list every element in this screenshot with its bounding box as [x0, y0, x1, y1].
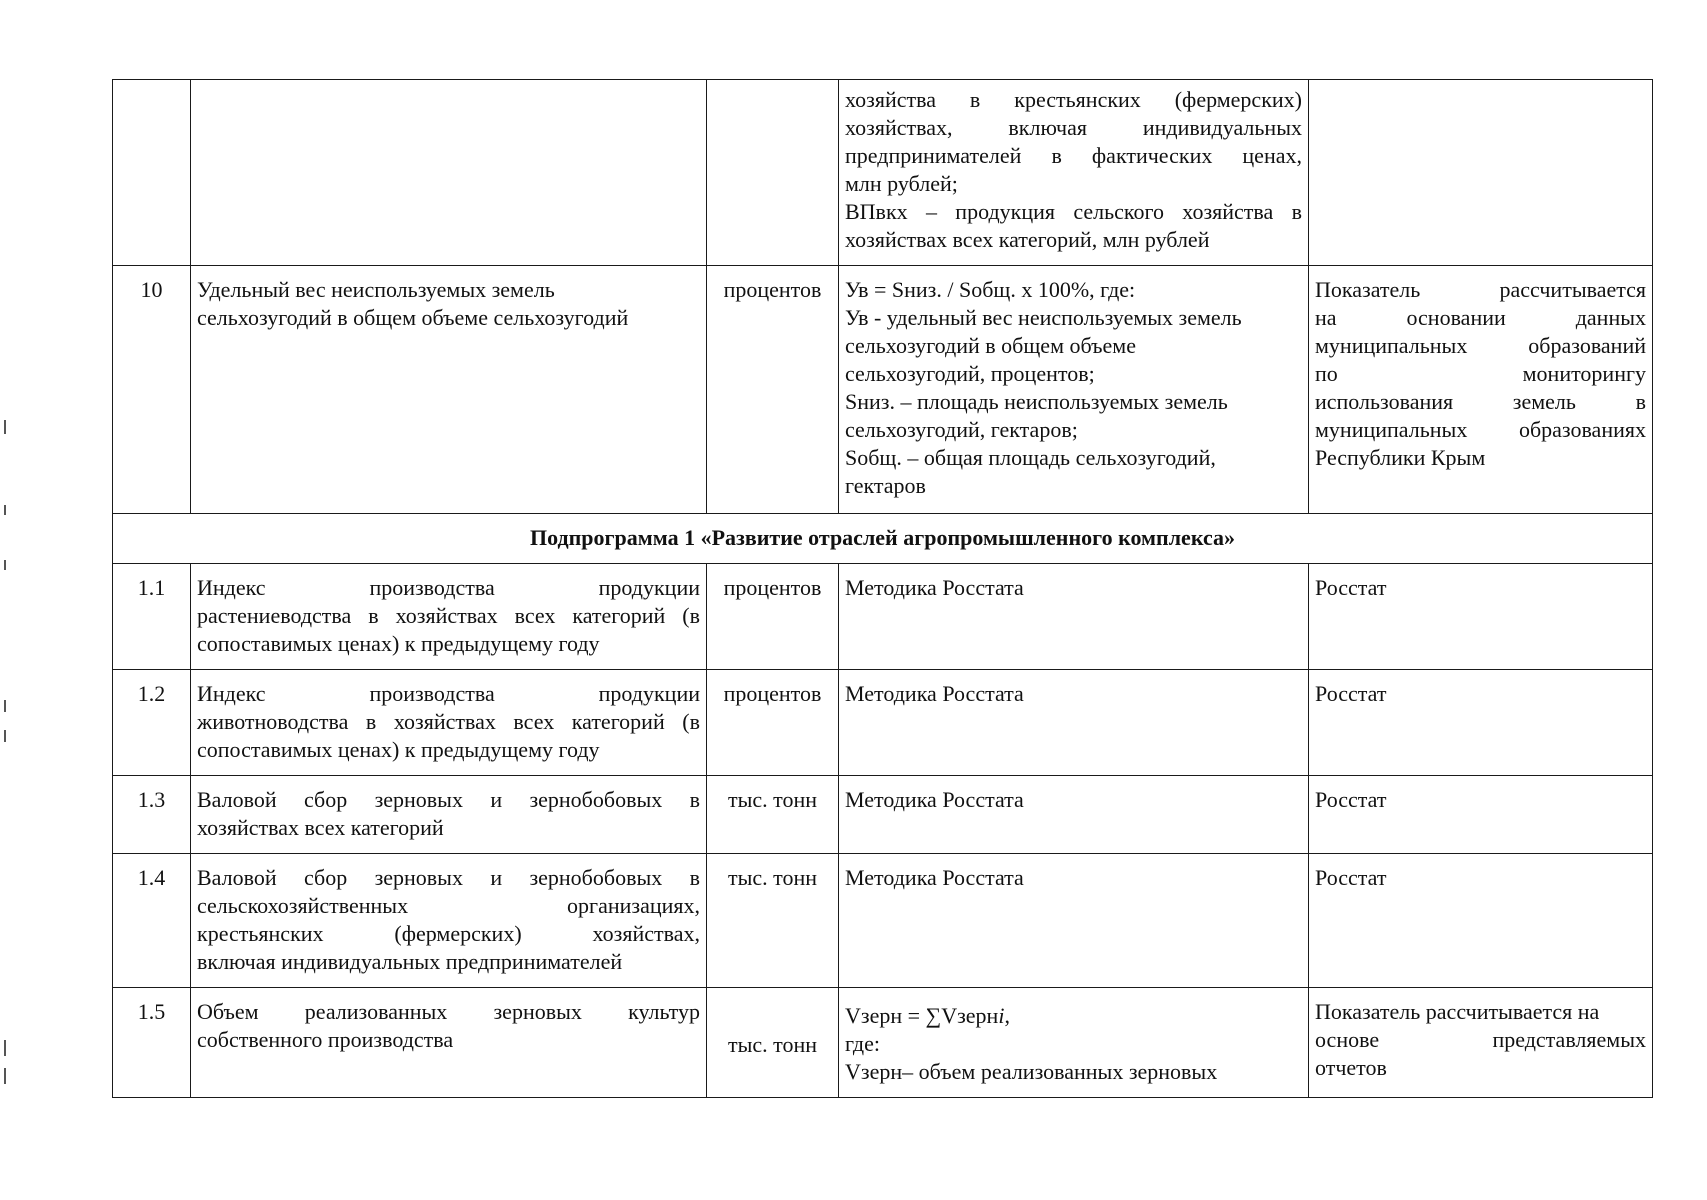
method-line: предпринимателей в фактических ценах,	[845, 143, 1302, 168]
indicator-name	[191, 854, 707, 988]
source-line: муниципальных образованиях	[1315, 417, 1646, 442]
method-line: Ув = Sниз. / Sобщ. х 100%, где:	[845, 277, 1136, 302]
unit-cell: тыс. тонн	[707, 776, 839, 854]
unit-cell: процентов	[707, 266, 839, 514]
scan-mark	[4, 420, 6, 434]
name-line: сопоставимых ценах) к предыдущему году	[197, 737, 600, 762]
name-line: крестьянских (фермерских) хозяйствах,	[197, 921, 700, 946]
method-cell: Методика Росстата	[839, 854, 1309, 988]
name-line: включая индивидуальных предпринимателей	[197, 949, 623, 974]
method-cell: Методика Росстата	[839, 564, 1309, 670]
source-line: основе представляемых	[1315, 1027, 1646, 1052]
row-number	[113, 80, 191, 266]
scan-mark	[4, 700, 6, 712]
source-line: Республики Крым	[1315, 445, 1486, 470]
name-line: Валовой сбор зерновых и зернобобовых в	[197, 865, 700, 890]
table-row	[113, 670, 1653, 776]
row-number: 1.4	[113, 854, 191, 988]
method-line: сельхозугодий, процентов;	[845, 361, 1095, 386]
table-row	[113, 564, 1653, 670]
method-cell	[839, 988, 1309, 1098]
unit-cell: тыс. тонн	[707, 988, 839, 1098]
indicator-name	[191, 266, 707, 514]
section-title: Подпрограмма 1 «Развитие отраслей агропромышленного комплекса»	[113, 514, 1653, 564]
scan-mark	[4, 560, 6, 570]
method-line: сельхозугодий, гектаров;	[845, 417, 1078, 442]
scan-mark	[4, 1040, 6, 1056]
source-line: Показатель рассчитывается	[1315, 277, 1646, 302]
source-line: использования земель в	[1315, 389, 1646, 414]
formula-tail: ,	[1004, 1003, 1010, 1028]
name-line: Объем реализованных зерновых культур	[197, 999, 700, 1024]
name-line: Валовой сбор зерновых и зернобобовых в	[197, 787, 700, 812]
formula-index: i	[998, 1003, 1005, 1028]
name-line: Индекс производства продукции	[197, 681, 700, 706]
unit-cell: процентов	[707, 670, 839, 776]
method-line: хозяйствах всех категорий, млн рублей	[845, 227, 1210, 252]
name-line: хозяйствах всех категорий	[197, 815, 444, 840]
source-line: по мониторингу	[1315, 361, 1646, 386]
section-row	[113, 514, 1653, 564]
scan-mark	[4, 505, 6, 515]
source-cell: Росстат	[1309, 564, 1653, 670]
method-line: где:	[845, 1031, 880, 1056]
name-line: Удельный вес неиспользуемых земель	[197, 277, 555, 302]
indicator-name	[191, 80, 707, 266]
source-cell	[1309, 80, 1653, 266]
table-row	[113, 80, 1653, 266]
method-cell: Методика Росстата	[839, 670, 1309, 776]
name-line: животноводства в хозяйствах всех категорий (в	[197, 709, 700, 734]
name-line: сельскохозяйственных организациях,	[197, 893, 700, 918]
indicator-name	[191, 564, 707, 670]
row-number: 1.2	[113, 670, 191, 776]
source-cell: Росстат	[1309, 776, 1653, 854]
name-line: Индекс производства продукции	[197, 575, 700, 600]
indicator-name	[191, 988, 707, 1098]
indicator-name	[191, 670, 707, 776]
indicator-name	[191, 776, 707, 854]
source-cell	[1309, 266, 1653, 514]
indicators-table	[112, 79, 1653, 1098]
unit-cell: процентов	[707, 564, 839, 670]
table-row	[113, 776, 1653, 854]
method-line: ВПвкх – продукция сельского хозяйства в	[845, 199, 1302, 224]
source-cell	[1309, 988, 1653, 1098]
method-cell	[839, 80, 1309, 266]
source-cell: Росстат	[1309, 854, 1653, 988]
source-line: муниципальных образований	[1315, 333, 1646, 358]
method-line: Ув - удельный вес неиспользуемых земель	[845, 305, 1242, 330]
method-line: гектаров	[845, 473, 926, 498]
method-line: Sобщ. – общая площадь сельхозугодий,	[845, 445, 1216, 470]
table-row	[113, 266, 1653, 514]
formula-text: Vзерн = ∑Vзерн	[845, 1003, 999, 1028]
source-line: отчетов	[1315, 1055, 1387, 1080]
method-line: хозяйства в крестьянских (фермерских)	[845, 87, 1302, 112]
name-line: растениеводства в хозяйствах всех категорий (в	[197, 603, 700, 628]
source-cell: Росстат	[1309, 670, 1653, 776]
row-number: 1.5	[113, 988, 191, 1098]
table-row	[113, 988, 1653, 1098]
row-number: 1.1	[113, 564, 191, 670]
method-line: Vзерн– объем реализованных зерновых	[845, 1059, 1218, 1084]
row-number: 1.3	[113, 776, 191, 854]
method-line: хозяйствах, включая индивидуальных	[845, 115, 1302, 140]
formula-line	[845, 1002, 1302, 1030]
method-cell	[839, 266, 1309, 514]
method-line: сельхозугодий в общем объеме	[845, 333, 1136, 358]
scan-margin-marks	[0, 0, 14, 1200]
method-cell: Методика Росстата	[839, 776, 1309, 854]
name-line: собственного производства	[197, 1027, 454, 1052]
method-line: Sниз. – площадь неиспользуемых земель	[845, 389, 1228, 414]
source-line: на основании данных	[1315, 305, 1646, 330]
scan-mark	[4, 1068, 6, 1084]
name-line: сопоставимых ценах) к предыдущему году	[197, 631, 600, 656]
source-line: Показатель рассчитывается на	[1315, 999, 1600, 1024]
name-line: сельхозугодий в общем объеме сельхозугодий	[197, 305, 629, 330]
unit-cell: тыс. тонн	[707, 854, 839, 988]
scan-mark	[4, 730, 6, 742]
unit-cell	[707, 80, 839, 266]
row-number: 10	[113, 266, 191, 514]
table-row	[113, 854, 1653, 988]
method-line: млн рублей;	[845, 171, 958, 196]
